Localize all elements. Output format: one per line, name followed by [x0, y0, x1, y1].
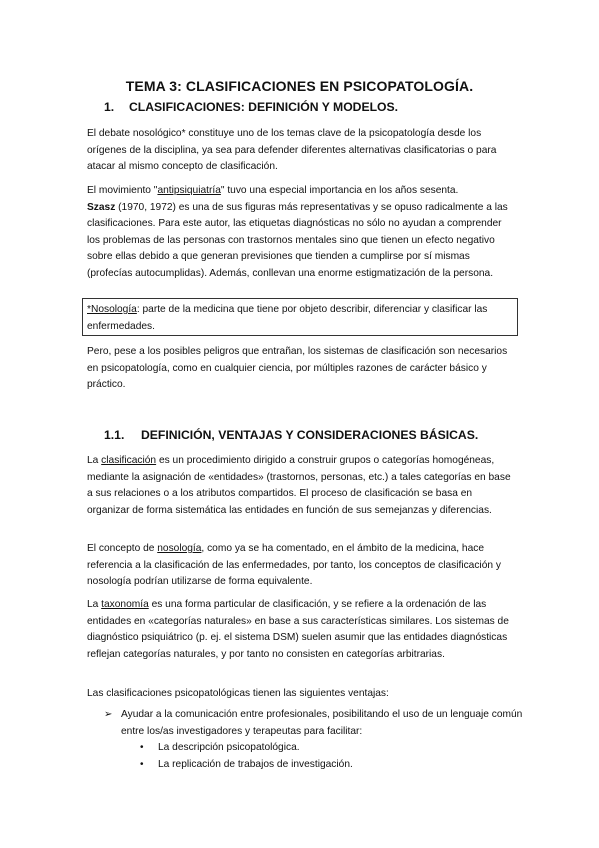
list-item [104, 707, 524, 740]
list-item-text: Ayudar a la comunicación entre profesionales, posibilitando el uso de un lenguaje común entre los/as investigadores y terapeutas para facilitar: [121, 709, 523, 737]
p5-rest: , como ya se ha comentado, en el ámbito de la medicina, hace referencia a la clasificación de las enfermedades, por tanto, los conceptos de clasificación y nosología podrían utilizarse de forma equivalente. [87, 543, 501, 587]
section-1-heading [104, 100, 398, 114]
section-1-number: 1. [104, 100, 115, 114]
footnote-box [82, 298, 518, 336]
paragraph-ventajas: Las clasificaciones psicopatológicas tienen las siguientes ventajas: [87, 688, 389, 699]
paragraph-nosologia [87, 541, 517, 591]
note-term: *Nosología [87, 304, 137, 315]
p6-rest: es una forma particular de clasificación, y se refiere a la ordenación de las entidades en «categorías naturales» en base a sus características similares. Los sistemas de diagnóstico psiquiátrico (p. ej. el sistema DSM) suelen asumir que las entidades diagnósticas reflejan categorías naturales, y por tanto no consisten en categorías arbitrarias. [87, 599, 509, 660]
paragraph-clasificacion [87, 453, 517, 519]
section-1-1-title: DEFINICIÓN, VENTAJAS Y CONSIDERACIONES BÁSICAS. [141, 428, 479, 442]
author-szasz: Szasz [87, 201, 116, 213]
sub-list-item [140, 757, 520, 774]
p2-post: " tuvo una especial importancia en los años sesenta. [220, 185, 459, 196]
paragraph-antipsiquiatria [87, 183, 517, 282]
note-text: : parte de la medicina que tiene por objeto describir, diferenciar y clasificar las enfermedades. [87, 304, 488, 332]
sub-item-text: La replicación de trabajos de investigación. [158, 759, 353, 770]
term-taxonomia: taxonomía [101, 599, 149, 610]
term-nosologia: nosología [157, 543, 202, 554]
paragraph-taxonomia [87, 597, 517, 663]
sub-list-item [140, 740, 520, 757]
bullet-icon: • [140, 759, 144, 770]
p2-pre: El movimiento " [87, 185, 158, 196]
paragraph-necesarios: Pero, pese a los posibles peligros que entrañan, los sistemas de clasificación son necesarios en psicopatología, como en cualquier ciencia, por múltiples razones de carácter básico y práctico. [87, 346, 508, 390]
p2-rest: (1970, 1972) es una de sus figuras más representativas y se opuso radicalmente a las clasificaciones. Para este autor, las etiquetas diagnósticas no sólo no ayudan a comprender los problemas de las personas con trastornos mentales sino que tienen un efecto negativo sobre ellas debido a que generan previsiones que tienden a cumplirse por sí mismas (profecías autocumplidas). Además, conllevan una enorme estigmatización de la persona. [87, 201, 508, 279]
term-antipsiquiatria: antipsiquiatría [157, 185, 221, 196]
arrow-bullet-icon: ➢ [104, 709, 113, 720]
p5-pre: El concepto de [87, 543, 158, 554]
p4-pre: La [87, 455, 102, 466]
page-title: TEMA 3: CLASIFICACIONES EN PSICOPATOLOGÍA. [125, 78, 474, 94]
sub-item-text: La descripción psicopatológica. [158, 742, 300, 753]
p6-pre: La [87, 599, 102, 610]
paragraph-debate: El debate nosológico* constituye uno de los temas clave de la psicopatología desde los orígenes de la disciplina, ya sea para defender diferentes alternativas clasificatorias o para atacar al mismo concepto de clasificación. [87, 128, 497, 172]
p4-rest: es un procedimiento dirigido a construir grupos o categorías homogéneas, mediante la asignación de «entidades» (trastornos, personas, etc.) a tales categorías en base a sus relaciones o a los atributos compartidos. El proceso de clasificación se basa en organizar de forma sistemática las entidades en función de sus semejanzas y diferencias. [87, 455, 511, 516]
section-1-1-heading [104, 428, 478, 442]
section-1-1-number: 1.1. [104, 428, 125, 442]
term-clasificacion: clasificación [101, 455, 157, 466]
section-1-title: CLASIFICACIONES: DEFINICIÓN Y MODELOS. [129, 100, 399, 114]
bullet-icon: • [140, 742, 144, 753]
